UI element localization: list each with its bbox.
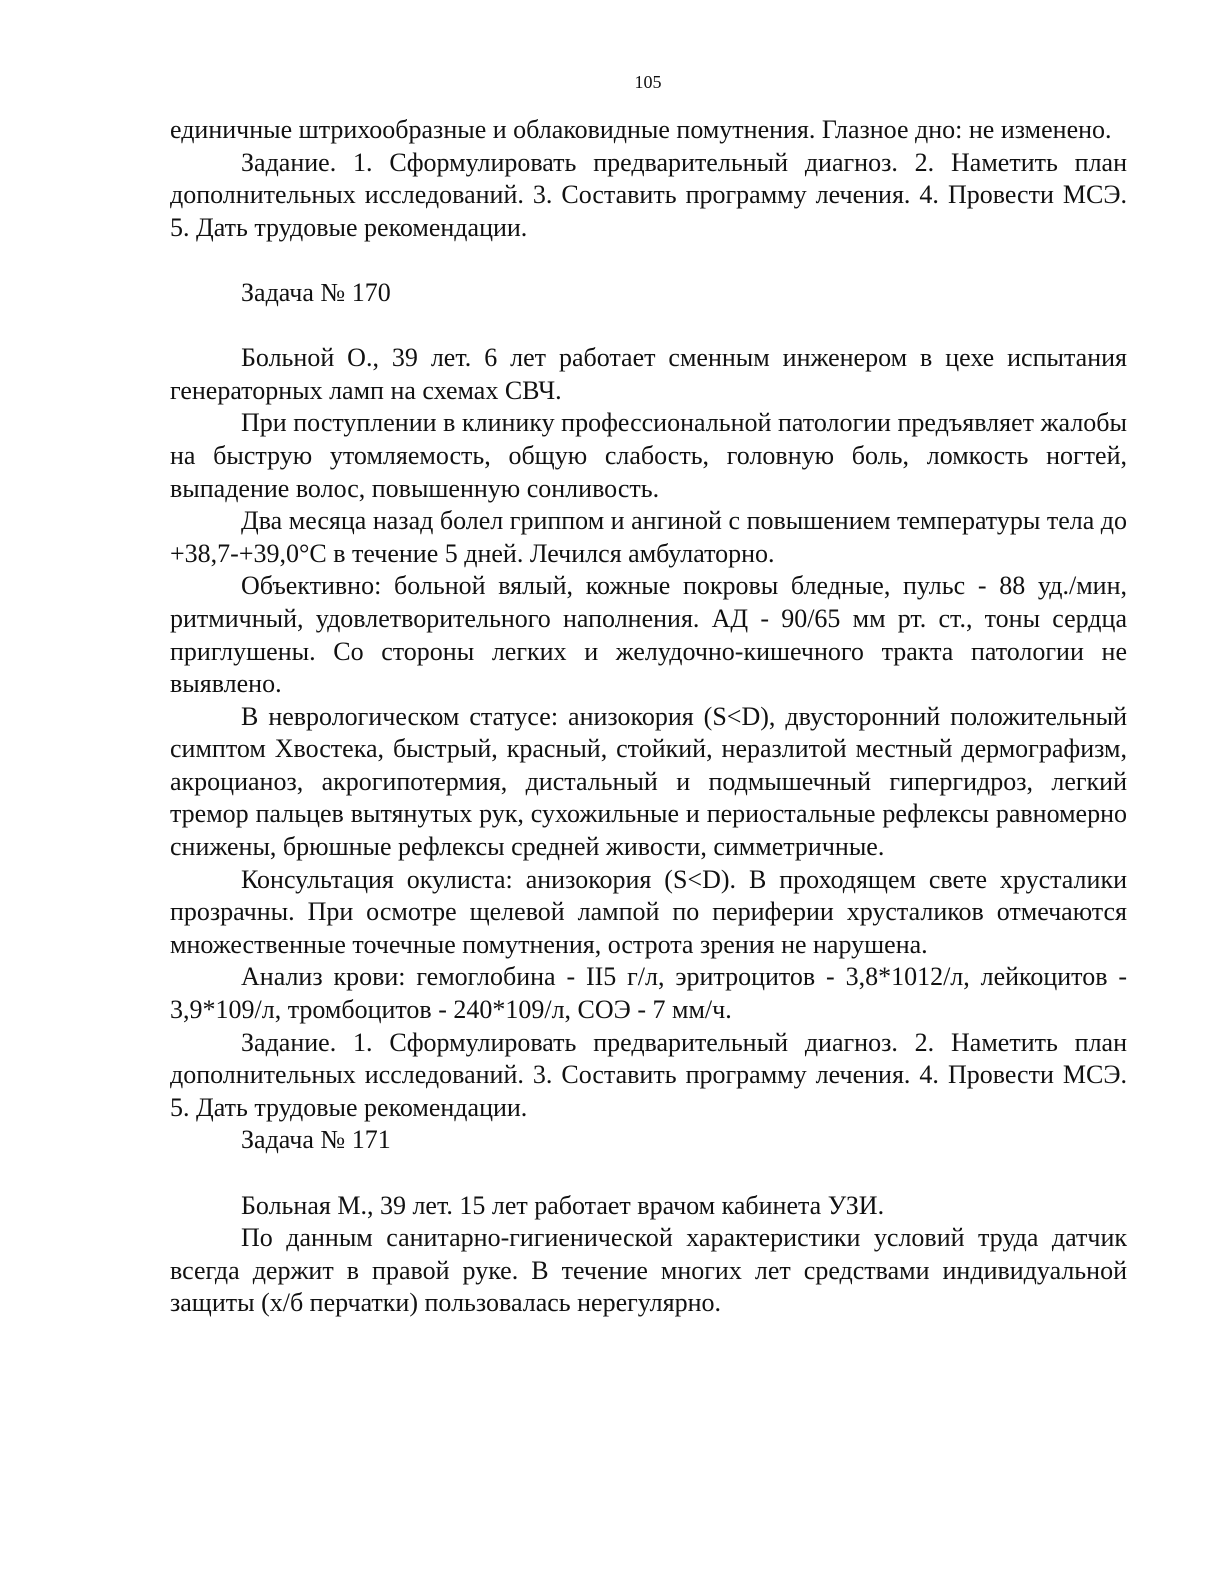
paragraph-patient-intro-2: Больная М., 39 лет. 15 лет работает врачом кабинета УЗИ. xyxy=(241,1190,885,1220)
paragraph-history: Два месяца назад болел гриппом и ангиной с повышением температуры тела до +38,7-+39,0°С в течение 5 дней. Лечился амбулаторно. xyxy=(170,506,1127,568)
paragraph-task-assignment: Задание. 1. Сформулировать предварительный диагноз. 2. Наметить план дополнительных исследований. 3. Составить программу лечения. 4. Провести МСЭ. 5. Дать трудовые рекомендации. xyxy=(170,147,1127,242)
task-heading-170: Задача № 170 xyxy=(241,277,391,307)
paragraph-objective: Объективно: больной вялый, кожные покровы бледные, пульс - 88 уд./мин, ритмичный, удовлетворительного наполнения. АД - 90/65 мм рт. ст., тоны сердца приглушены. Со стороны легких и желудочно-кишечного тракта патологии не выявлено. xyxy=(170,571,1127,699)
task-heading-171: Задача № 171 xyxy=(241,1125,391,1155)
paragraph-continuation: единичные штрихообразные и облаковидные помутнения. Глазное дно: не изменено. xyxy=(170,115,1112,144)
paragraph-working-conditions: По данным санитарно-гигиенической характеристики условий труда датчик всегда держит в правой руке. В течение многих лет средствами индивидуальной защиты (х/б перчатки) пользовалась нерегулярно. xyxy=(170,1223,1127,1318)
paragraph-blood-test: Анализ крови: гемоглобина - II5 г/л, эритроцитов - 3,8*1012/л, лейкоцитов - 3,9*109/л, тромбоцитов - 240*109/л, СОЭ - 7 мм/ч. xyxy=(170,962,1127,1025)
paragraph-ophthalmology: Консультация окулиста: анизокория (S<D). В проходящем свете хрусталики прозрачны. При осмотре щелевой лампой по периферии хрусталиков отмечаются множественные точечные помутнения, острота зрения не нарушена. xyxy=(170,864,1127,959)
paragraph-task-assignment-2: Задание. 1. Сформулировать предварительный диагноз. 2. Наметить план дополнительных исследований. 3. Составить программу лечения. 4. Провести МСЭ. 5. Дать трудовые рекомендации. xyxy=(170,1027,1127,1122)
paragraph-patient-intro: Больной О., 39 лет. 6 лет работает сменным инженером в цехе испытания генераторных ламп на схемах СВЧ. xyxy=(170,343,1127,405)
document-body xyxy=(170,114,1127,1320)
page-number: 105 xyxy=(634,72,662,92)
paragraph-neurological-status: В неврологическом статусе: анизокория (S<D), двусторонний положительный симптом Хвостека, быстрый, красный, стойкий, неразлитой местный дермографизм, акроцианоз, акрогипотермия, дистальный и подмышечный гипергидроз, легкий тремор пальцев вытянутых рук, сухожильные и периостальные рефлексы равномерно снижены, брюшные рефлексы средней живости, симметричные. xyxy=(170,701,1127,862)
paragraph-complaints: При поступлении в клинику профессиональной патологии предъявляет жалобы на быструю утомляемость, общую слабость, головную боль, ломкость ногтей, выпадение волос, повышенную сонливость. xyxy=(170,408,1127,503)
